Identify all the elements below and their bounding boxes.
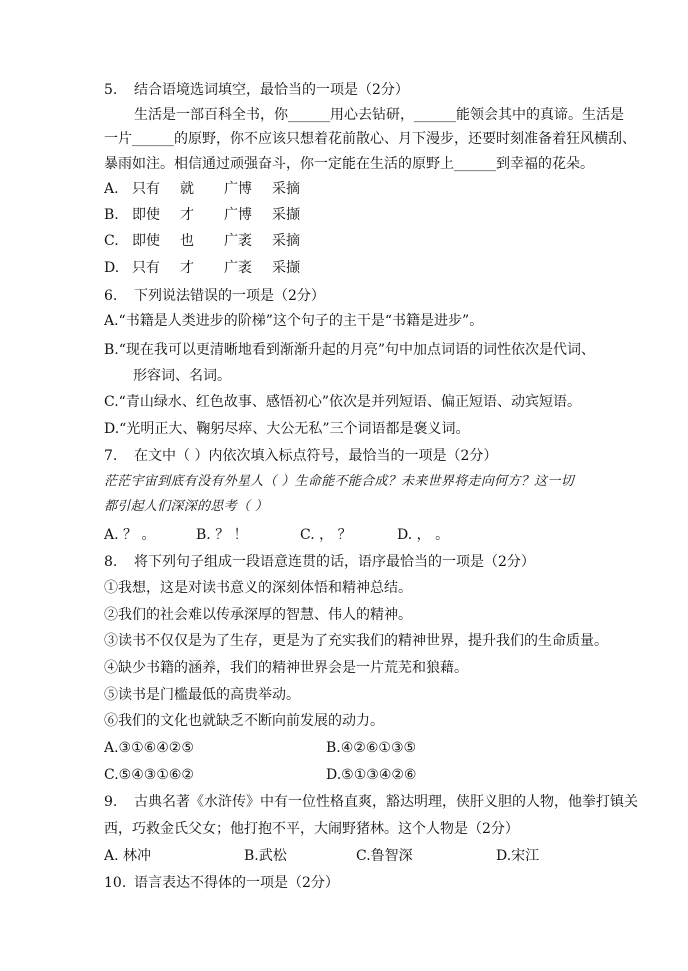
q5-passage-line-3: 暴雨如注。相信通过顽强奋斗，你一定能在生活的原野上______到幸福的花朵。: [104, 156, 594, 172]
q7-stem-text: 在文中（ ）内依次填入标点符号，最恰当的一项是（2分）: [134, 448, 498, 464]
q7-stem: [104, 447, 497, 465]
q8-option-c[interactable]: C.⑤④③①⑥②: [104, 767, 194, 783]
q6-stem: [104, 287, 325, 305]
q7-passage-line-1: 茫茫宇宙到底有没有外星人（ ）生命能不能合成？未来世界将走向何方？这一切: [104, 474, 574, 489]
q6-option-b[interactable]: B.“现在我可以更清晰地看到渐渐升起的月亮”句中加点词语的词性依次是代词、: [104, 342, 596, 358]
q8-stem-text: 将下列句子组成一段语意连贯的话，语序最恰当的一项是（2分）: [134, 554, 535, 570]
q7-number: 7.: [104, 448, 118, 464]
q9-option-a[interactable]: A. 林冲: [104, 848, 152, 864]
q5-option-b[interactable]: B. 即使 才 广博 采撷: [104, 207, 300, 223]
q5-passage-line-2: 一片______的原野，你不应该只想着花前散心、月下漫步，还要时刻准备着狂风横刮、: [104, 131, 636, 147]
q8-sentence-3: ③读书不仅仅是为了生存，更是为了充实我们的精神世界，提升我们的生命质量。: [104, 633, 608, 649]
q6-option-c[interactable]: C.“青山绿水、红色故事、感悟初心”依次是并列短语、偏正短语、动宾短语。: [104, 394, 581, 410]
q10-number: 10.: [104, 875, 127, 891]
q7-option-a[interactable]: A. ？ 。: [104, 527, 156, 543]
q10-stem-text: 语言表达不得体的一项是（2分）: [134, 875, 339, 891]
q8-sentence-5: ⑤读书是门槛最低的高贵举动。: [104, 687, 300, 703]
q6-option-d[interactable]: D.“光明正大、鞠躬尽瘁、大公无私”三个词语都是褒义词。: [104, 421, 470, 437]
q9-option-b[interactable]: B.武松: [244, 848, 287, 864]
q8-number: 8.: [104, 554, 118, 570]
q7-option-b[interactable]: B. ？ ！: [196, 527, 248, 543]
q9-option-c[interactable]: C.鲁智深: [356, 848, 413, 864]
q9-stem-line-2: 西，巧救金氏父女；他打抱不平，大闹野猪林。这个人物是（2分）: [104, 821, 519, 837]
q7-options: [104, 526, 449, 544]
q6-stem-text: 下列说法错误的一项是（2分）: [134, 288, 325, 304]
q5-stem-text: 结合语境选词填空，最恰当的一项是（2分）: [134, 82, 409, 98]
q9-options: [104, 847, 539, 865]
q8-sentence-2: ②我们的社会难以传承深厚的智慧、伟人的精神。: [104, 607, 412, 623]
q8-sentence-6: ⑥我们的文化也就缺乏不断向前发展的动力。: [104, 713, 384, 729]
q5-option-c[interactable]: C. 即使 也 广袤 采摘: [104, 233, 300, 249]
q7-option-d[interactable]: D. ， 。: [397, 527, 450, 543]
q8-option-b[interactable]: B.④②⑥①③⑤: [326, 740, 417, 756]
q8-option-d[interactable]: D.⑤①③④②⑥: [326, 767, 417, 783]
q5-passage-line-1: 生活是一部百科全书，你______用心去钻研，______能领会其中的真谛。生活是: [134, 107, 624, 123]
q7-passage-line-2: 都引起人们深深的思考（ ）: [104, 499, 269, 514]
q8-sentence-4: ④缺少书籍的涵养，我们的精神世界会是一片荒芜和狼藉。: [104, 660, 468, 676]
q7-option-c[interactable]: C. ， ？: [300, 527, 352, 543]
q9-stem-line-1: 古典名著《水浒传》中有一位性格直爽，豁达明理，侠肝义胆的人物，他拳打镇关: [134, 794, 638, 810]
q8-sentence-1: ①我想，这是对读书意义的深刻体悟和精神总结。: [104, 580, 412, 596]
q8-option-a[interactable]: A.③①⑥④②⑤: [104, 740, 194, 756]
q9-stem: [104, 793, 638, 811]
q9-number: 9.: [104, 794, 118, 810]
q8-stem: [104, 553, 535, 571]
q10-stem: [104, 874, 339, 892]
q9-option-d[interactable]: D.宋江: [496, 848, 540, 864]
q5-option-a[interactable]: A. 只有 就 广博 采摘: [104, 181, 300, 197]
q6-option-a[interactable]: A.“书籍是人类进步的阶梯”这个句子的主干是“书籍是进步”。: [104, 313, 484, 329]
q6-option-b-cont: 形容词、名词。: [133, 368, 231, 384]
q6-number: 6.: [104, 288, 118, 304]
q5-stem: [104, 81, 409, 99]
q5-number: 5.: [104, 82, 118, 98]
q5-option-d[interactable]: D. 只有 才 广袤 采撷: [104, 260, 300, 276]
